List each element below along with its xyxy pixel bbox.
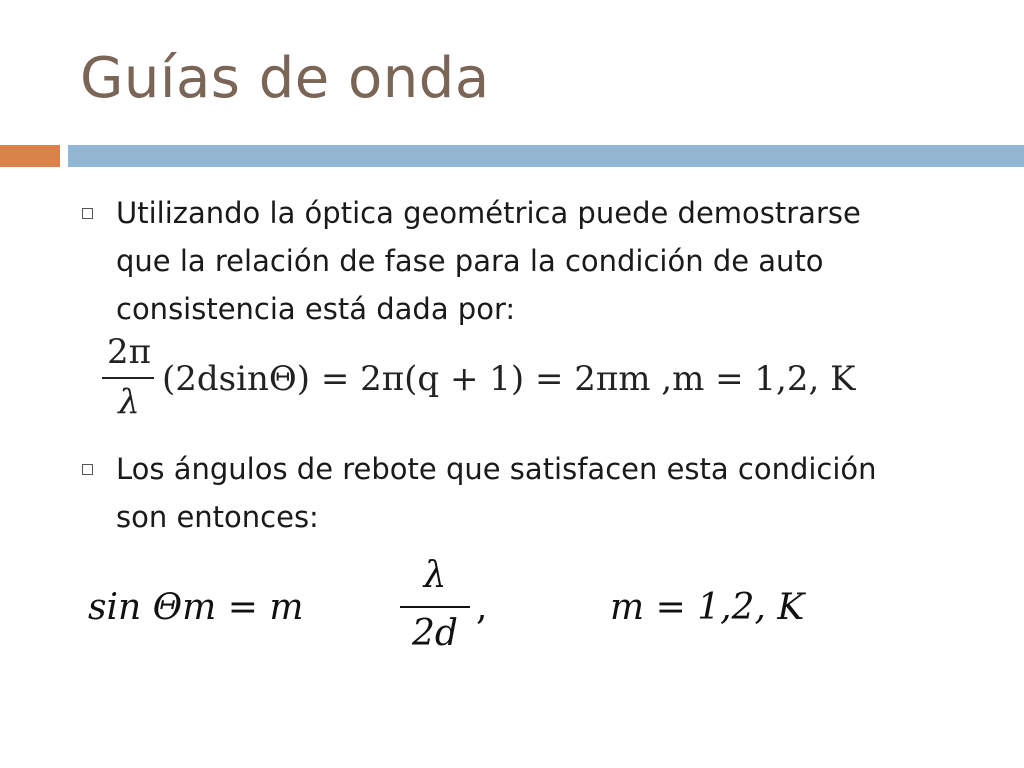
- bullet-2-line-2: son entonces:: [116, 500, 319, 534]
- eq2-numerator: λ: [423, 555, 447, 596]
- eq1-body: (2dsinΘ) = 2π(q + 1) = 2πm ,m = 1,2, K: [162, 359, 856, 399]
- bullet-1-line-1: Utilizando la óptica geométrica puede demostrarse: [116, 196, 861, 230]
- bullet-text-1: [116, 189, 996, 333]
- hollow-square-bullet-icon: [82, 208, 93, 219]
- slide-title: Guías de onda: [80, 46, 490, 111]
- eq2-comma: ,: [476, 587, 488, 628]
- eq1-numerator: 2π: [107, 332, 151, 372]
- eq2-fraction-bar: [400, 606, 470, 608]
- bullet-1-line-2: que la relación de fase para la condición de auto: [116, 244, 824, 278]
- eq1-denominator: λ: [118, 382, 140, 422]
- eq1-fraction: [100, 332, 158, 427]
- equation-bounce-angles: [88, 552, 948, 662]
- eq2-right-side: m = 1,2, K: [610, 587, 805, 628]
- hollow-square-bullet-icon: [82, 464, 93, 475]
- eq1-fraction-bar: [102, 377, 154, 379]
- bullet-1-line-3: consistencia está dada por:: [116, 292, 516, 326]
- bullet-2-line-1: Los ángulos de rebote que satisfacen esta condición: [116, 452, 877, 486]
- header-accent-bar-blue: [68, 145, 1024, 167]
- header-accent-bar-orange: [0, 145, 60, 167]
- bullet-text-2: [116, 445, 996, 541]
- eq2-denominator: 2d: [412, 613, 458, 654]
- equation-phase-condition: [100, 332, 960, 427]
- eq2-left-side: sin Θm = m: [88, 587, 304, 628]
- eq2-fraction: [400, 552, 470, 662]
